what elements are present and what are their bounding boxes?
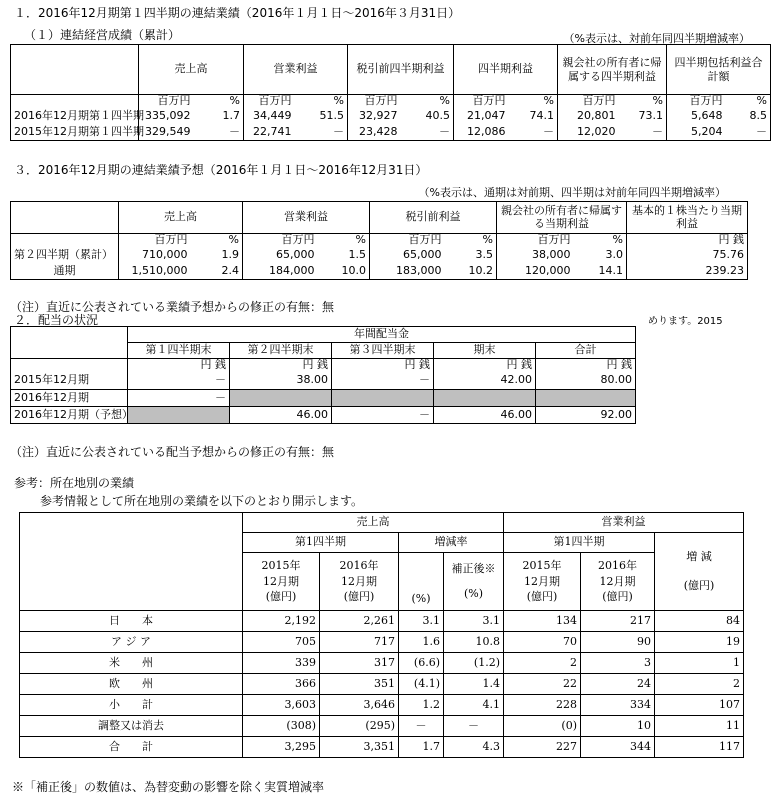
- year-label: 2015年: [261, 558, 301, 572]
- cell: 10.0: [318, 264, 370, 280]
- cell: －: [399, 716, 444, 737]
- cell: 73.1: [619, 109, 667, 125]
- cell: 21,047: [454, 109, 509, 125]
- unit-pct: (%): [411, 592, 431, 606]
- unit-million: 百万円: [558, 95, 619, 109]
- cell: 317: [320, 653, 399, 674]
- region-header-2016-op: [581, 553, 655, 611]
- forecast-row: [11, 248, 748, 264]
- section3-note: （%表示は、通期は対前期、四半期は対前年同四半期増減率）: [418, 186, 726, 199]
- cell: (1.2): [444, 653, 504, 674]
- cell: 1.7: [194, 109, 244, 125]
- cell: (4.1): [399, 674, 444, 695]
- section2-title: ２．配当の状況: [14, 313, 99, 327]
- region-row: [20, 716, 744, 737]
- cell: 217: [581, 611, 655, 632]
- region-row: [20, 653, 744, 674]
- unit-million: 百万円: [348, 95, 401, 109]
- cell: 34,449: [244, 109, 295, 125]
- unit-million: 百万円: [139, 95, 194, 109]
- shaded-cell: [230, 390, 332, 407]
- cell: －: [332, 373, 434, 390]
- cell: 5,648: [667, 109, 726, 125]
- unit-percent: %: [574, 234, 627, 248]
- unit-yen: 円 銭: [536, 359, 636, 373]
- unit-million: 百万円: [370, 234, 445, 248]
- region-row: [20, 632, 744, 653]
- cell: 335,092: [139, 109, 194, 125]
- cell: 3.0: [574, 248, 627, 264]
- region-header-change: 増減率: [399, 533, 504, 553]
- cell: －: [509, 125, 558, 141]
- results-table: [10, 44, 771, 141]
- row-label: 2015年12月期第１四半期: [11, 125, 139, 141]
- results-header-sales: 売上高: [139, 45, 244, 95]
- zogen-label: 増 減: [686, 549, 712, 563]
- results-header-profit: 四半期利益: [454, 45, 558, 95]
- region-row: [20, 695, 744, 716]
- cell: (308): [243, 716, 320, 737]
- cell: 2: [504, 653, 581, 674]
- cell: 10.8: [444, 632, 504, 653]
- cell: －: [444, 716, 504, 737]
- forecast-header-sales: 売上高: [119, 202, 243, 234]
- cell: 366: [243, 674, 320, 695]
- cell: 2,192: [243, 611, 320, 632]
- cell: 227: [504, 737, 581, 758]
- cell: －: [726, 125, 771, 141]
- cell: 90: [581, 632, 655, 653]
- unit-percent: %: [318, 234, 370, 248]
- stray-text: めります。2015: [648, 316, 723, 327]
- cell: 710,000: [119, 248, 191, 264]
- cell: 84: [655, 611, 744, 632]
- shaded-cell: [128, 407, 230, 424]
- cell: 329,549: [139, 125, 194, 141]
- cell: 1: [655, 653, 744, 674]
- cell: 38.00: [230, 373, 332, 390]
- period-label: 12月期: [341, 574, 377, 588]
- row-label: 第２四半期（累計）: [11, 248, 119, 264]
- section3-title: ３．2016年12月期の連結業績予想（2016年１月１日～2016年12月31日）: [14, 163, 428, 177]
- cell: 12,086: [454, 125, 509, 141]
- cell: 339: [243, 653, 320, 674]
- cell: (0): [504, 716, 581, 737]
- cell: 184,000: [243, 264, 318, 280]
- cell: －: [295, 125, 348, 141]
- cell: －: [401, 125, 454, 141]
- cell: 134: [504, 611, 581, 632]
- forecast-footnote: （注）直近に公表されている業績予想からの修正の有無：無: [10, 300, 335, 314]
- unit-million: 百万円: [667, 95, 726, 109]
- cell: 239.23: [627, 264, 748, 280]
- cell: 74.1: [509, 109, 558, 125]
- cell: 10: [581, 716, 655, 737]
- cell: 20,801: [558, 109, 619, 125]
- cell: 183,000: [370, 264, 445, 280]
- cell: －: [332, 407, 434, 424]
- cell: 32,927: [348, 109, 401, 125]
- row-label: 2016年12月期: [11, 390, 128, 407]
- cell: 3,646: [320, 695, 399, 716]
- cell: 3.1: [399, 611, 444, 632]
- forecast-row: [11, 264, 748, 280]
- cell: 717: [320, 632, 399, 653]
- dividend-group-header: 年間配当金: [128, 327, 636, 343]
- dividend-header-year-end: 期末: [434, 343, 536, 359]
- cell: 1.4: [444, 674, 504, 695]
- cell: 3.1: [444, 611, 504, 632]
- cell: 2: [655, 674, 744, 695]
- region-header-pct: [399, 553, 444, 611]
- unit-percent: %: [445, 234, 497, 248]
- region-header-2015-op: [504, 553, 581, 611]
- unit-oku: (億円): [602, 590, 633, 604]
- unit-percent: %: [194, 95, 244, 109]
- cell: 1,510,000: [119, 264, 191, 280]
- shaded-cell: [332, 390, 434, 407]
- region-label: 米 州: [20, 653, 243, 674]
- unit-pct: (%): [463, 586, 484, 600]
- cell: 2.4: [191, 264, 243, 280]
- section1-note: （%表示は、対前年同四半期増減率）: [563, 32, 750, 45]
- unit-million: 百万円: [244, 95, 295, 109]
- unit-oku: (億円): [683, 578, 715, 592]
- cell: 65,000: [243, 248, 318, 264]
- cell: 4.3: [444, 737, 504, 758]
- cell: 705: [243, 632, 320, 653]
- reference-intro: 参考情報として所在地別の業績を以下のとおり開示します。: [40, 494, 364, 508]
- region-header-op: 営業利益: [504, 513, 744, 533]
- dividend-footnote: （注）直近に公表されている配当予想からの修正の有無：無: [10, 445, 335, 459]
- region-header-blank: [20, 513, 243, 611]
- unit-yen: 円 銭: [332, 359, 434, 373]
- cell: 3: [581, 653, 655, 674]
- cell: 65,000: [370, 248, 445, 264]
- cell: 14.1: [574, 264, 627, 280]
- results-header-owners: 親会社の所有者に帰属する四半期利益: [558, 45, 667, 95]
- cell: 92.00: [536, 407, 636, 424]
- results-row: [11, 109, 771, 125]
- region-label: 小 計: [20, 695, 243, 716]
- region-header-q1-op: 第1四半期: [504, 533, 655, 553]
- cell: 12,020: [558, 125, 619, 141]
- region-label: 調整又は消去: [20, 716, 243, 737]
- cell: －: [619, 125, 667, 141]
- unit-million: 百万円: [454, 95, 509, 109]
- dividend-row: [11, 407, 636, 424]
- cell: 107: [655, 695, 744, 716]
- results-row: [11, 125, 771, 141]
- cell: 3.5: [445, 248, 497, 264]
- dividend-row: [11, 373, 636, 390]
- unit-oku: (億円): [526, 590, 558, 604]
- unit-percent: %: [191, 234, 243, 248]
- period-label: 12月期: [524, 574, 560, 588]
- row-label: 2015年12月期: [11, 373, 128, 390]
- cell: 3,603: [243, 695, 320, 716]
- unit-percent: %: [509, 95, 558, 109]
- shaded-cell: [536, 390, 636, 407]
- cell: 24: [581, 674, 655, 695]
- forecast-header-op: 営業利益: [243, 202, 370, 234]
- year-label: 2016年: [598, 558, 637, 572]
- cell: 42.00: [434, 373, 536, 390]
- dividend-table: [10, 326, 636, 424]
- cell: 334: [581, 695, 655, 716]
- cell: 1.6: [399, 632, 444, 653]
- cell: 5,204: [667, 125, 726, 141]
- cell: 38,000: [497, 248, 574, 264]
- row-label: 2016年12月期（予想）: [11, 407, 128, 424]
- cell: 10.2: [445, 264, 497, 280]
- forecast-header-blank: [11, 202, 119, 234]
- region-header-sales: 売上高: [243, 513, 504, 533]
- cell: 1.7: [399, 737, 444, 758]
- cell: －: [194, 125, 244, 141]
- dividend-header-q2: 第２四半期末: [230, 343, 332, 359]
- cell: 70: [504, 632, 581, 653]
- cell: 46.00: [230, 407, 332, 424]
- year-label: 2015年: [522, 558, 562, 572]
- unit-yen: 円 銭: [434, 359, 536, 373]
- dividend-header-q1: 第１四半期末: [128, 343, 230, 359]
- unit-million: 百万円: [497, 234, 574, 248]
- region-header-2015-sales: [243, 553, 320, 611]
- period-label: 12月期: [263, 574, 299, 588]
- row-label: 2016年12月期第１四半期: [11, 109, 139, 125]
- cell: 3,295: [243, 737, 320, 758]
- unit-million: 百万円: [119, 234, 191, 248]
- region-label: 合 計: [20, 737, 243, 758]
- forecast-header-pretax: 税引前利益: [370, 202, 497, 234]
- reference-title: 参考：所在地別の業績: [14, 476, 135, 490]
- adjusted-label: 補正後※: [451, 562, 496, 575]
- forecast-header-eps: 基本的１株当たり当期利益: [627, 202, 748, 234]
- section1-subtitle: （１）連結経営成績（累計）: [24, 28, 181, 42]
- year-label: 2016年: [339, 558, 379, 572]
- cell: 1.5: [318, 248, 370, 264]
- period-label: 12月期: [599, 574, 636, 588]
- region-row: [20, 611, 744, 632]
- results-header-comprehensive: 四半期包括利益合計額: [667, 45, 771, 95]
- region-label: ア ジ ア: [20, 632, 243, 653]
- cell: 11: [655, 716, 744, 737]
- cell: 1.9: [191, 248, 243, 264]
- shaded-cell: [434, 390, 536, 407]
- cell: 2,261: [320, 611, 399, 632]
- unit-yen: 円 銭: [128, 359, 230, 373]
- region-label: 日 本: [20, 611, 243, 632]
- row-label: 通期: [11, 264, 119, 280]
- region-header-adjusted: [444, 553, 504, 611]
- results-header-op: 営業利益: [244, 45, 348, 95]
- cell: (295): [320, 716, 399, 737]
- cell: 344: [581, 737, 655, 758]
- unit-oku: (億円): [265, 590, 297, 604]
- cell: 8.5: [726, 109, 771, 125]
- region-header-zogen: [655, 533, 744, 611]
- unit-million: 百万円: [243, 234, 318, 248]
- unit-percent: %: [295, 95, 348, 109]
- cell: 351: [320, 674, 399, 695]
- forecast-table: [10, 201, 748, 280]
- region-row: [20, 737, 744, 758]
- cell: 75.76: [627, 248, 748, 264]
- cell: 46.00: [434, 407, 536, 424]
- unit-percent: %: [401, 95, 454, 109]
- cell: 40.5: [401, 109, 454, 125]
- region-header-2016-sales: [320, 553, 399, 611]
- cell: 117: [655, 737, 744, 758]
- results-header-pretax: 税引前四半期利益: [348, 45, 454, 95]
- dividend-header-total: 合計: [536, 343, 636, 359]
- unit-yen: 円 銭: [230, 359, 332, 373]
- cell: (6.6): [399, 653, 444, 674]
- cell: 19: [655, 632, 744, 653]
- reference-footnote: ※「補正後」の数値は、為替変動の影響を除く実質増減率: [12, 780, 325, 794]
- unit-oku: (億円): [343, 590, 375, 604]
- cell: 23,428: [348, 125, 401, 141]
- cell: －: [128, 390, 230, 407]
- region-table: [19, 512, 744, 758]
- cell: 80.00: [536, 373, 636, 390]
- cell: 1.2: [399, 695, 444, 716]
- forecast-header-owners: 親会社の所有者に帰属する当期利益: [497, 202, 627, 234]
- cell: －: [128, 373, 230, 390]
- unit-yen: 円 銭: [627, 234, 748, 248]
- cell: 22: [504, 674, 581, 695]
- cell: 51.5: [295, 109, 348, 125]
- cell: 22,741: [244, 125, 295, 141]
- cell: 4.1: [444, 695, 504, 716]
- region-header-q1-sales: 第1四半期: [243, 533, 399, 553]
- cell: 3,351: [320, 737, 399, 758]
- unit-percent: %: [619, 95, 667, 109]
- unit-percent: %: [726, 95, 771, 109]
- section1-title: １．2016年12月期第１四半期の連結業績（2016年１月１日～2016年３月31日）: [14, 6, 461, 20]
- dividend-row: [11, 390, 636, 407]
- cell: 228: [504, 695, 581, 716]
- cell: 120,000: [497, 264, 574, 280]
- region-row: [20, 674, 744, 695]
- region-label: 欧 州: [20, 674, 243, 695]
- results-header-blank: [11, 45, 139, 95]
- dividend-header-q3: 第３四半期末: [332, 343, 434, 359]
